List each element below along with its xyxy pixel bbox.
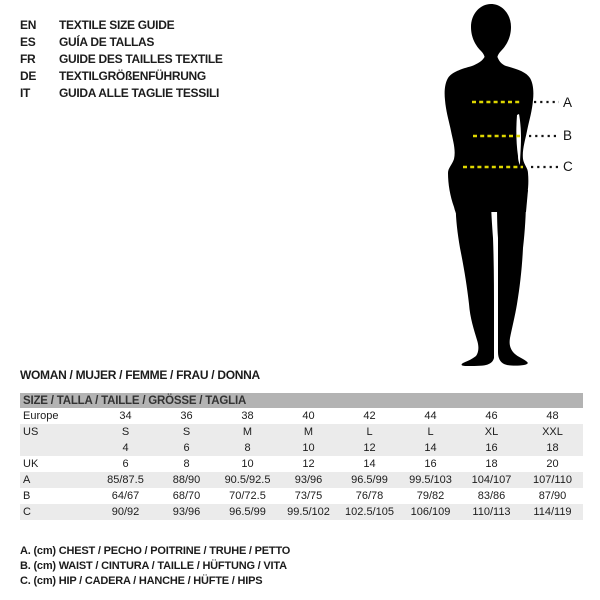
language-code: ES <box>20 34 36 49</box>
marker-label-c: C <box>563 159 573 174</box>
marker-label-a: A <box>563 95 573 110</box>
language-code: DE <box>20 68 37 83</box>
language-title: TEXTILGRÖßENFÜHRUNG <box>59 68 206 83</box>
table-cell: 40 <box>302 410 315 422</box>
table-cell: 93/96 <box>294 474 323 486</box>
row-label: A <box>23 474 31 486</box>
table-cell: 88/90 <box>172 474 201 486</box>
table-row-europe <box>20 408 583 424</box>
measurement-legend <box>20 545 290 590</box>
table-cell: S <box>182 426 191 438</box>
row-label: UK <box>23 458 39 470</box>
table-cell: 99.5/102 <box>287 506 330 518</box>
table-cell: 79/82 <box>416 490 445 502</box>
language-title: GUIDE DES TAILLES TEXTILE <box>59 51 223 66</box>
table-cell: 14 <box>363 458 376 470</box>
table-cell: 4 <box>122 442 129 454</box>
table-cell: 12 <box>302 458 315 470</box>
table-cell: 16 <box>485 442 498 454</box>
table-cell: 6 <box>122 458 129 470</box>
table-cell: 14 <box>424 442 437 454</box>
table-cell: 70/72.5 <box>229 490 266 502</box>
table-cell: 8 <box>244 442 251 454</box>
language-title: GUIDA ALLE TAGLIE TESSILI <box>59 85 220 100</box>
marker-label-b: B <box>563 128 573 143</box>
table-cell: 18 <box>546 442 559 454</box>
legend-hip: C. (cm) HIP / CADERA / HANCHE / HÜFTE / HIPS <box>20 575 263 587</box>
language-code: IT <box>20 85 31 100</box>
table-row-waist-b <box>20 488 583 504</box>
size-table-header: SIZE / TALLA / TAILLE / GRÖSSE / TAGLIA <box>20 393 583 408</box>
table-cell: 114/119 <box>533 506 572 518</box>
table-cell: M <box>242 426 253 438</box>
table-cell: 99.5/103 <box>409 474 452 486</box>
table-cell: 20 <box>546 458 559 470</box>
table-cell: 73/75 <box>294 490 323 502</box>
language-title-block <box>20 16 223 101</box>
table-cell: 96.5/99 <box>351 474 388 486</box>
table-cell: 34 <box>119 410 132 422</box>
table-cell: L <box>366 426 373 438</box>
table-cell: 38 <box>241 410 254 422</box>
table-cell: 46 <box>485 410 498 422</box>
table-cell: XL <box>484 426 499 438</box>
row-label: Europe <box>23 410 59 422</box>
table-cell: 18 <box>485 458 498 470</box>
table-cell: 90.5/92.5 <box>224 474 271 486</box>
table-cell: 42 <box>363 410 376 422</box>
table-cell: 87/90 <box>538 490 567 502</box>
table-cell: 36 <box>180 410 193 422</box>
table-cell: 96.5/99 <box>229 506 266 518</box>
table-cell: S <box>121 426 130 438</box>
table-cell: 106/109 <box>410 506 451 518</box>
table-cell: 68/70 <box>172 490 201 502</box>
table-cell: 10 <box>241 458 254 470</box>
language-code: FR <box>20 51 36 66</box>
measurement-figure <box>410 0 600 372</box>
table-row-chest-a <box>20 472 583 488</box>
table-cell: 6 <box>183 442 190 454</box>
table-row-us-letter <box>20 424 583 440</box>
table-row-hip-c <box>20 504 583 520</box>
table-cell: 110/113 <box>472 506 511 518</box>
woman-silhouette-graphic <box>410 0 580 372</box>
table-cell: 16 <box>424 458 437 470</box>
table-cell: 83/86 <box>477 490 506 502</box>
table-cell: 85/87.5 <box>107 474 144 486</box>
table-cell: 76/78 <box>355 490 384 502</box>
table-cell: XXL <box>542 426 563 438</box>
table-row-us-numeric <box>20 440 583 456</box>
table-cell: 90/92 <box>111 506 140 518</box>
table-cell: 102.5/105 <box>345 506 394 518</box>
legend-waist: B. (cm) WAIST / CINTURA / TAILLE / HÜFTUNG / VITA <box>20 560 287 572</box>
table-cell: 104/107 <box>471 474 512 486</box>
language-code: EN <box>20 17 37 32</box>
table-cell: 48 <box>546 410 559 422</box>
language-row <box>20 16 223 33</box>
size-table <box>20 393 583 520</box>
row-label: C <box>23 506 31 518</box>
table-cell: 64/67 <box>111 490 140 502</box>
table-cell: L <box>427 426 434 438</box>
row-label: B <box>23 490 31 502</box>
legend-chest: A. (cm) CHEST / PECHO / POITRINE / TRUHE / PETTO <box>20 545 291 557</box>
table-cell: 107/110 <box>533 474 572 486</box>
language-title: GUÍA DE TALLAS <box>59 34 155 49</box>
language-title: TEXTILE SIZE GUIDE <box>59 17 175 32</box>
section-title: WOMAN / MUJER / FEMME / FRAU / DONNA <box>20 368 260 382</box>
table-row-uk <box>20 456 583 472</box>
language-row <box>20 33 223 50</box>
table-cell: 10 <box>302 442 315 454</box>
table-cell: 44 <box>424 410 437 422</box>
language-row <box>20 84 223 101</box>
table-cell: 8 <box>183 458 190 470</box>
language-row <box>20 67 223 84</box>
language-row <box>20 50 223 67</box>
table-cell: 93/96 <box>172 506 201 518</box>
table-cell: 12 <box>363 442 376 454</box>
table-cell: M <box>303 426 314 438</box>
row-label: US <box>23 426 39 438</box>
